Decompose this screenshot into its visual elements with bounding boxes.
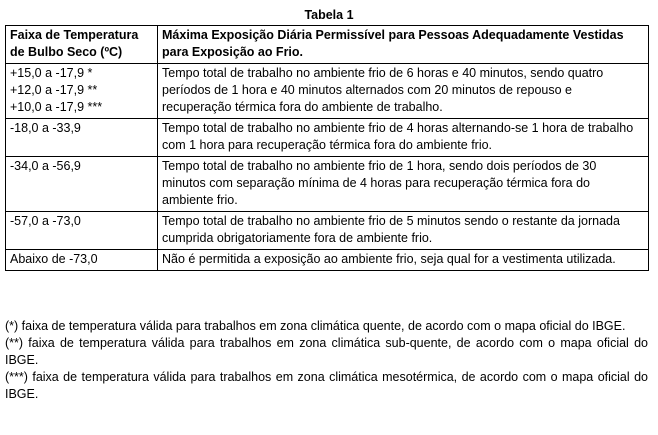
exposure-cell: Tempo total de trabalho no ambiente frio de 5 minutos sendo o restante da jornada cumprida obrigatoriamente fora de ambiente frio. [158, 212, 649, 250]
table-row [6, 157, 649, 212]
footnotes [5, 318, 648, 403]
exposure-table [5, 25, 649, 271]
table-row [6, 212, 649, 250]
footnote-hot-zone: (*) faixa de temperatura válida para trabalhos em zona climática quente, de acordo com o mapa oficial do IBGE. [5, 319, 626, 333]
footnote-mesothermal-zone: (***) faixa de temperatura válida para trabalhos em zona climática mesotérmica, de acordo com o mapa oficial do IBGE. [5, 370, 648, 401]
exposure-cell: Tempo total de trabalho no ambiente frio de 1 hora, sendo dois períodos de 30 minutos com separação mínima de 4 horas para recuperação térmica fora do ambiente frio. [158, 157, 649, 212]
footnote-subhot-zone: (**) faixa de temperatura válida para trabalhos em zona climática sub-quente, de acordo com o mapa oficial do IBGE. [5, 336, 648, 367]
temperature-range-cell: -18,0 a -33,9 [6, 119, 158, 157]
exposure-cell: Tempo total de trabalho no ambiente frio de 4 horas alternando-se 1 hora de trabalho com 1 hora para recuperação térmica fora do ambiente frio. [158, 119, 649, 157]
table-header-row [6, 26, 649, 64]
temperature-range-cell [6, 64, 158, 119]
table-row [6, 64, 649, 119]
temperature-range-cell: Abaixo de -73,0 [6, 250, 158, 271]
temperature-range-hot: +15,0 a -17,9 * [10, 66, 93, 80]
header-max-exposure: Máxima Exposição Diária Permissível para Pessoas Adequadamente Vestidas para Exposição ao Frio. [158, 26, 649, 64]
temperature-range-subhot: +12,0 a -17,9 ** [10, 83, 98, 97]
temperature-range-mesothermal: +10,0 a -17,9 *** [10, 100, 103, 114]
temperature-range-cell: -57,0 a -73,0 [6, 212, 158, 250]
exposure-cell: Tempo total de trabalho no ambiente frio de 6 horas e 40 minutos, sendo quatro períodos de 1 hora e 40 minutos alternados com 20 minutos de repouso e recuperação térmica fora do ambiente de trabalho. [158, 64, 649, 119]
table-caption: Tabela 1 [304, 8, 354, 22]
header-temperature-range: Faixa de Temperatura de Bulbo Seco (ºC) [6, 26, 158, 64]
table-row [6, 119, 649, 157]
exposure-cell: Não é permitida a exposição ao ambiente frio, seja qual for a vestimenta utilizada. [158, 250, 649, 271]
table-row [6, 250, 649, 271]
temperature-range-cell: -34,0 a -56,9 [6, 157, 158, 212]
